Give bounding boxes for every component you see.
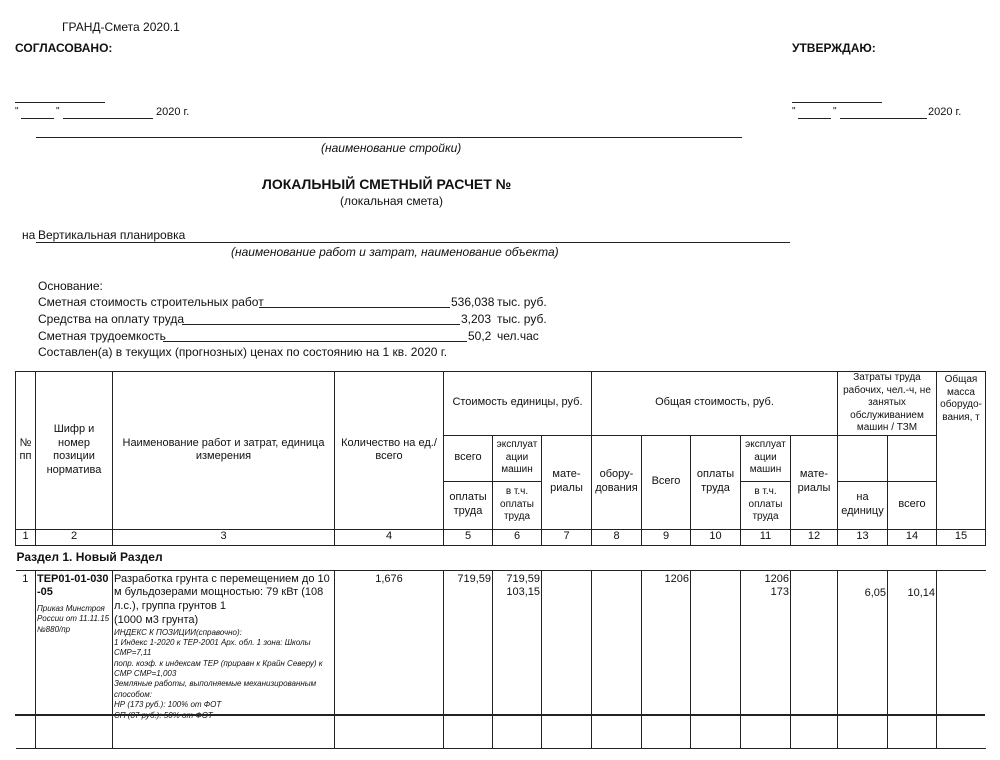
table-bottom-rule [15, 714, 985, 716]
col-number: 8 [592, 529, 642, 545]
col-number: 7 [542, 529, 592, 545]
header-labor-unit: на единицу [838, 481, 888, 529]
basis-labor-value: 50,2 [468, 329, 492, 343]
basis-labor-unit: чел.час [497, 329, 539, 343]
site-caption: (наименование стройки) [321, 141, 462, 155]
header-total-all: Всего [642, 435, 691, 529]
approve-label: УТВЕРЖДАЮ: [792, 41, 876, 55]
basis-pay-unit: тыс. руб. [497, 312, 547, 326]
col-number: 14 [888, 529, 937, 545]
year-left: 2020 г. [156, 106, 190, 118]
row-num: 1 [16, 570, 36, 748]
row-labor-all: 10,14 [888, 570, 937, 748]
header-total-materials: мате-риалы [791, 435, 838, 529]
header-equipment: обору-дования [592, 435, 642, 529]
basis-pay-value: 3,203 [461, 312, 492, 326]
agreed-signature-line [15, 102, 105, 103]
header-total-machine: эксплуат ации машин [741, 435, 791, 481]
row-qty: 1,676 [335, 570, 444, 748]
header-code: Шифр и номер позиции норматива [36, 372, 113, 530]
header-total-machine-pay: в т.ч. оплаты труда [741, 481, 791, 529]
row-total-machine: 1206 [764, 572, 789, 585]
header-unit-cost: Стоимость единицы, руб. [444, 372, 592, 436]
row-code: ТЕР01-01-030-05 [37, 572, 109, 599]
header-unit-machine: эксплуат ации машин [493, 435, 542, 481]
header-labor-spacer [838, 435, 888, 481]
row-unit-materials [542, 570, 592, 748]
work-caption: (наименование работ и затрат, наименование объекта) [231, 245, 559, 259]
quote-right-2: " [833, 106, 837, 117]
basis-cost-value: 536,038 [451, 295, 495, 309]
table-row [16, 570, 986, 748]
header-total-cost: Общая стоимость, руб. [592, 372, 838, 436]
header-unit-all: всего [444, 435, 493, 481]
row-unit-machine: 719,59 [506, 572, 540, 585]
row-total-machine-pay: 173 [770, 586, 789, 599]
header-labor: Затраты труда рабочих, чел.-ч, не занятых обслуживанием машин / ТЗМ [838, 372, 937, 436]
col-number: 3 [113, 529, 335, 545]
column-number-row [16, 529, 986, 545]
col-number: 13 [838, 529, 888, 545]
row-total-materials [791, 570, 838, 748]
col-number: 9 [642, 529, 691, 545]
col-number: 4 [335, 529, 444, 545]
approve-signature-line [792, 102, 882, 103]
header-unit-materials: мате-риалы [542, 435, 592, 529]
row-note: НР (173 руб.): 100% от ФОТ [114, 700, 222, 710]
col-number: 2 [36, 529, 113, 545]
quote-left-1: " [15, 106, 19, 117]
header-mass: Общая масса оборудо-вания, т [937, 372, 986, 530]
header-qty: Количество на ед./ всего [335, 372, 444, 530]
row-note: СП (87 руб.): 50% от ФОТ [114, 710, 213, 720]
composed-text: Составлен(а) в текущих (прогнозных) ценах по состоянию на 1 кв. 2020 г. [38, 345, 448, 359]
col-number: 6 [493, 529, 542, 545]
col-number: 11 [741, 529, 791, 545]
basis-cost-label: Сметная стоимость строительных работ [38, 295, 264, 309]
month-line-left [63, 118, 153, 119]
section-title: Раздел 1. Новый Раздел [16, 545, 986, 570]
work-name-line [36, 242, 790, 243]
col-number: 5 [444, 529, 493, 545]
row-labor-unit: 6,05 [838, 570, 888, 748]
basis-labor-line [163, 341, 467, 342]
col-number: 12 [791, 529, 838, 545]
header-total-pay: оплаты труда [691, 435, 741, 529]
row-name: Разработка грунта с перемещением до 10 м бульдозерами мощностью: 79 кВт (108 л.с.), группа грунтов 1 [114, 572, 330, 612]
quote-right-1: " [792, 106, 796, 117]
header-unit-pay: оплаты труда [444, 481, 493, 529]
row-total-pay [691, 570, 741, 748]
document-subtitle: (локальная смета) [340, 194, 443, 208]
row-total-all: 1206 [642, 570, 691, 748]
header-unit-machine-pay: в т.ч. оплаты труда [493, 481, 542, 529]
basis-labor-label: Сметная трудоемкость [38, 329, 166, 343]
row-code-note: Приказ Минстроя России от 11.11.15 №880/пр [37, 604, 110, 634]
row-note: ИНДЕКС К ПОЗИЦИИ(справочно): [114, 627, 242, 637]
row-note: 1 Индекс 1-2020 к ТЕР-2001 Арх. обл. 1 зона: Школы СМР=7,11 [114, 637, 311, 658]
header-name: Наименование работ и затрат, единица измерения [113, 372, 335, 530]
month-line-right [840, 118, 927, 119]
year-right: 2020 г. [928, 106, 962, 118]
estimate-table [15, 371, 986, 749]
program-name: ГРАНД-Смета 2020.1 [62, 20, 180, 34]
row-equipment [592, 570, 642, 748]
basis-pay-label: Средства на оплату труда [38, 312, 184, 326]
row-unit-machine-pay: 103,15 [506, 586, 540, 599]
basis-label: Основание: [38, 279, 103, 293]
document-title: ЛОКАЛЬНЫЙ СМЕТНЫЙ РАСЧЕТ № [262, 176, 512, 192]
site-name-line [36, 137, 742, 138]
header-labor-spacer-2 [888, 435, 937, 481]
basis-cost-unit: тыс. руб. [497, 295, 547, 309]
col-number: 1 [16, 529, 36, 545]
agreed-label: СОГЛАСОВАНО: [15, 41, 113, 55]
col-number: 15 [937, 529, 986, 545]
row-unit-all: 719,59 [444, 570, 493, 748]
row-note: попр. коэф. к индексам ТЕР (приравн к Крайн Северу) к СМР СМР=1,003 [114, 658, 323, 679]
col-number: 10 [691, 529, 741, 545]
header-labor-all: всего [888, 481, 937, 529]
quote-left-2: " [56, 106, 60, 117]
row-mass [937, 570, 986, 748]
row-unit: (1000 м3 грунта) [114, 613, 199, 626]
day-line-left [21, 118, 54, 119]
basis-cost-line [259, 307, 450, 308]
work-prefix: на [22, 228, 36, 242]
basis-pay-line [182, 324, 460, 325]
header-num: № пп [16, 372, 36, 530]
day-line-right [798, 118, 831, 119]
row-note: Земляные работы, выполняемые механизированным способом: [114, 679, 317, 699]
work-name: Вертикальная планировка [38, 228, 186, 242]
